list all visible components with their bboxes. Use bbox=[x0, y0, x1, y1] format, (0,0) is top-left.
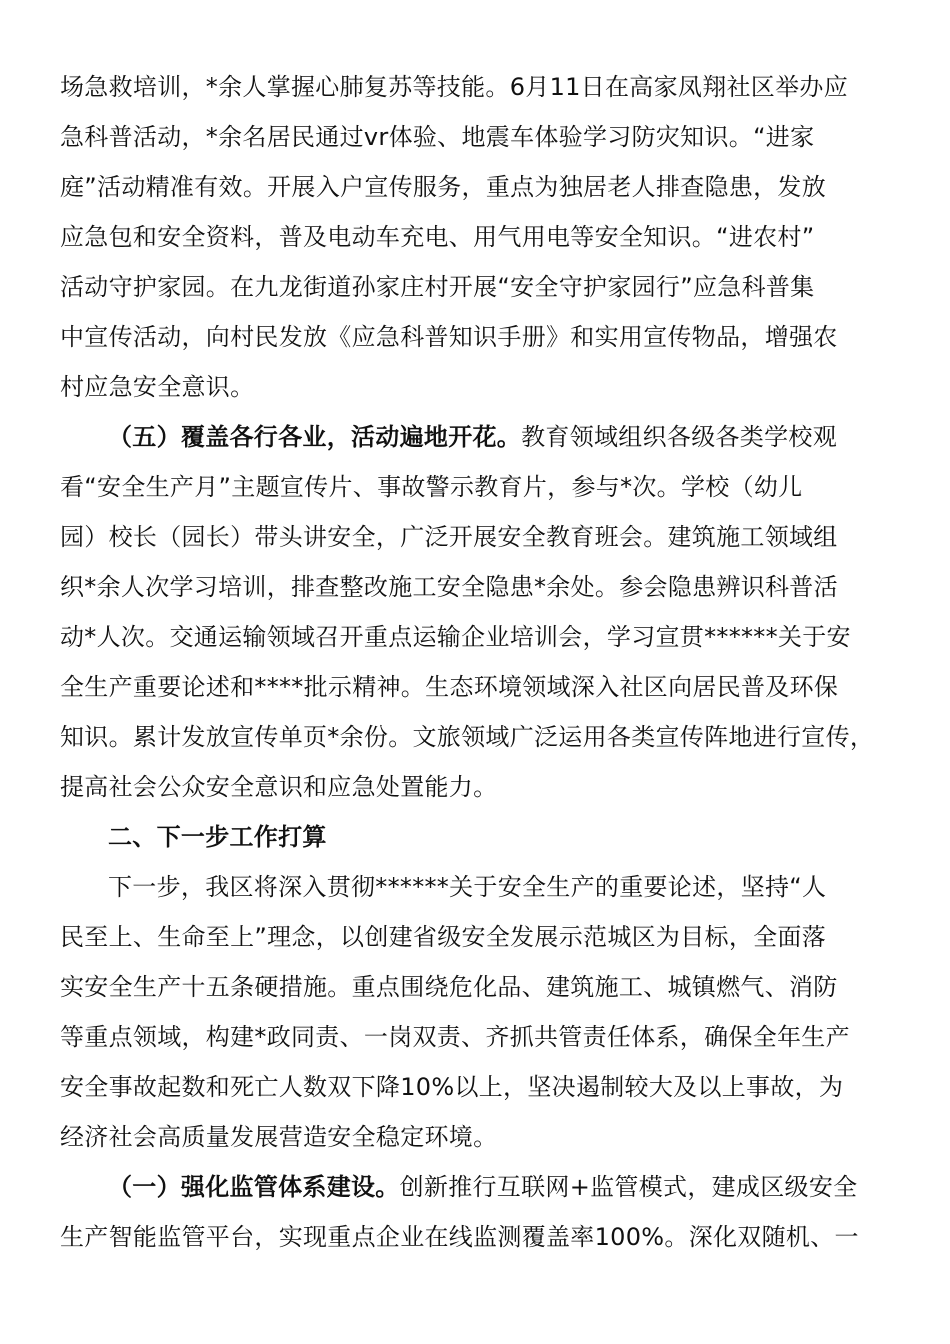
text-line: 知识。累计发放宣传单页*余份。文旅领域广泛运用各类宣传阵地进行宣传， bbox=[60, 723, 875, 751]
text-line: 民至上、生命至上”理念，以创建省级安全发展示范城区为目标，全面落 bbox=[60, 923, 827, 951]
text-line: 村应急安全意识。 bbox=[60, 373, 255, 401]
text-line: 织*余人次学习培训，排查整改施工安全隐患*余处。参会隐患辨识科普活 bbox=[60, 573, 838, 601]
text-line: 场急救培训，*余人掌握心肺复苏等技能。6月11日在高家凤翔社区举办应 bbox=[60, 73, 849, 101]
text-line: 应急包和安全资料，普及电动车充电、用气用电等安全知识。“进农村” bbox=[60, 223, 815, 251]
section-2-1-first-line bbox=[108, 1162, 857, 1212]
section-2-1-lead-text: 创新推行互联网+监管模式，建成区级安全 bbox=[399, 1173, 858, 1201]
text-line: 提高社会公众安全意识和应急处置能力。 bbox=[60, 773, 498, 801]
text-line: 看“安全生产月”主题宣传片、事故警示教育片，参与*次。学校（幼儿 bbox=[60, 473, 803, 501]
text-line: 等重点领域，构建*政同责、一岗双责、齐抓共管责任体系，确保全年生产 bbox=[60, 1023, 850, 1051]
text-line: 全生产重要论述和****批示精神。生态环境领域深入社区向居民普及环保 bbox=[60, 673, 839, 701]
text-line: 下一步，我区将深入贯彻******关于安全生产的重要论述，坚持“人 bbox=[108, 873, 827, 901]
section-2-heading: 二、下一步工作打算 bbox=[108, 823, 327, 851]
section-5-heading: （五）覆盖各行各业，活动遍地开花。 bbox=[108, 423, 522, 451]
text-line: 中宣传活动，向村民发放《应急科普知识手册》和实用宣传物品，增强农 bbox=[60, 323, 838, 351]
section-5-lead-text: 教育领域组织各级各类学校观 bbox=[521, 423, 838, 451]
text-line: 急科普活动，*余名居民通过vr体验、地震车体验学习防灾知识。“进家 bbox=[60, 123, 815, 151]
section-5-first-line bbox=[108, 412, 837, 462]
text-line: 园）校长（园长）带头讲安全，广泛开展安全教育班会。建筑施工领域组 bbox=[60, 523, 838, 551]
text-line: 生产智能监管平台，实现重点企业在线监测覆盖率100%。深化双随机、一 bbox=[60, 1223, 859, 1251]
text-line: 经济社会高质量发展营造安全稳定环境。 bbox=[60, 1123, 498, 1151]
section-2-1-heading: （一）强化监管体系建设。 bbox=[108, 1173, 400, 1201]
text-line: 活动守护家园。在九龙街道孙家庄村开展“安全守护家园行”应急科普集 bbox=[60, 273, 815, 301]
text-line: 庭”活动精准有效。开展入户宣传服务，重点为独居老人排查隐患，发放 bbox=[60, 173, 827, 201]
text-line: 实安全生产十五条硬措施。重点围绕危化品、建筑施工、城镇燃气、消防 bbox=[60, 973, 838, 1001]
text-line: 动*人次。交通运输领域召开重点运输企业培训会，学习宣贯******关于安 bbox=[60, 623, 851, 651]
text-line: 安全事故起数和死亡人数双下降10%以上，坚决遏制较大及以上事故，为 bbox=[60, 1073, 844, 1101]
